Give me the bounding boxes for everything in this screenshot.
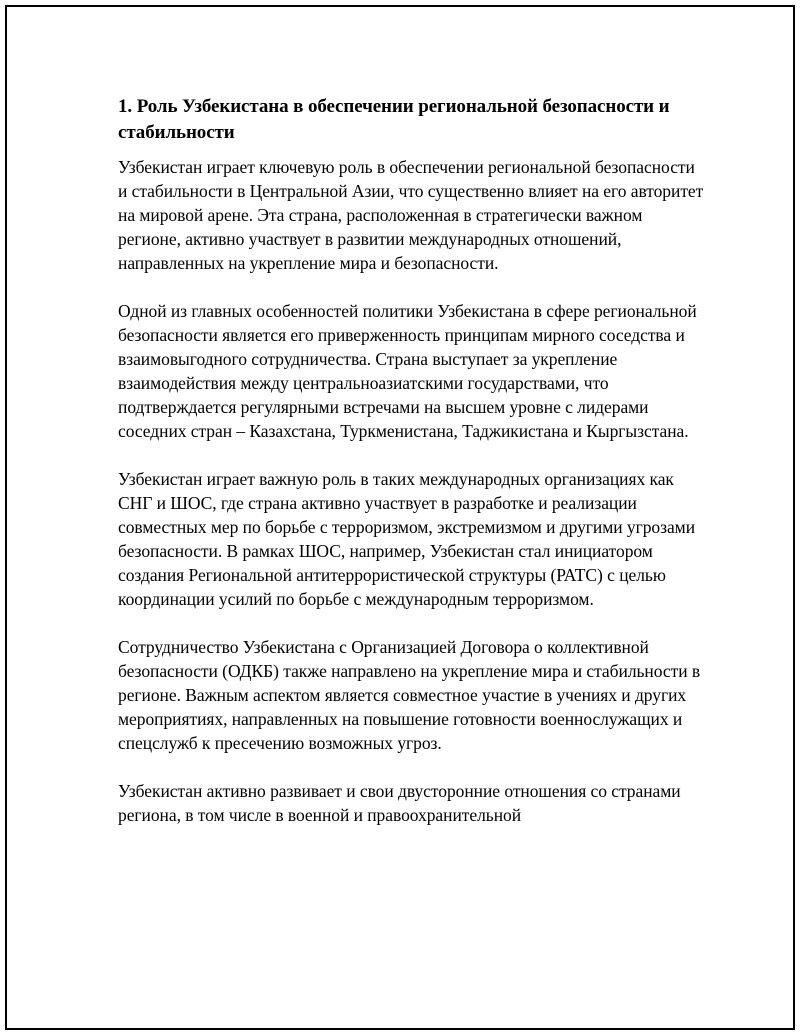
section-heading: 1. Роль Узбекистана в обеспечении региональной безопасности и стабильности [118,96,670,143]
paragraph-4: Сотрудничество Узбекистана с Организацией Договора о коллективной безопасности (ОДКБ) также направлено на укрепление мира и стабильности в регионе. Важным аспектом является совместное участие в учениях и других мероприятиях, направленных на повышение готовности военнослужащих и спецслужб к пресечению возможных угроз. [118,637,701,753]
paragraph-3: Узбекистан играет важную роль в таких международных организациях как СНГ и ШОС, где страна активно участвует в разработке и реализации совместных мер по борьбе с терроризмом, экстремизмом и другими угрозами безопасности. В рамках ШОС, например, Узбекистан стал инициатором создания Региональной антитеррористической структуры (РАТС) с целью координации усилий по борьбе с международным терроризмом. [118,469,696,609]
document-body [118,94,708,851]
paragraph-1: Узбекистан играет ключевую роль в обеспечении региональной безопасности и стабильности в Центральной Азии, что существенно влияет на его авторитет на мировой арене. Эта страна, расположенная в стратегически важном регионе, активно участвует в развитии международных отношений, направленных на укрепление мира и безопасности. [118,157,704,273]
paragraph-5: Узбекистан активно развивает и свои двусторонние отношения со странами региона, в том числе в военной и правоохранительной [118,781,681,825]
paragraph-2: Одной из главных особенностей политики Узбекистана в сфере региональной безопасности является его приверженность принципам мирного соседства и взаимовыгодного сотрудничества. Страна выступает за укрепление взаимодействия между центральноазиатскими государствами, что подтверждается регулярными встречами на высшем уровне с лидерами соседних стран – Казахстана, Туркменистана, Таджикистана и Кыргызстана. [118,301,697,441]
